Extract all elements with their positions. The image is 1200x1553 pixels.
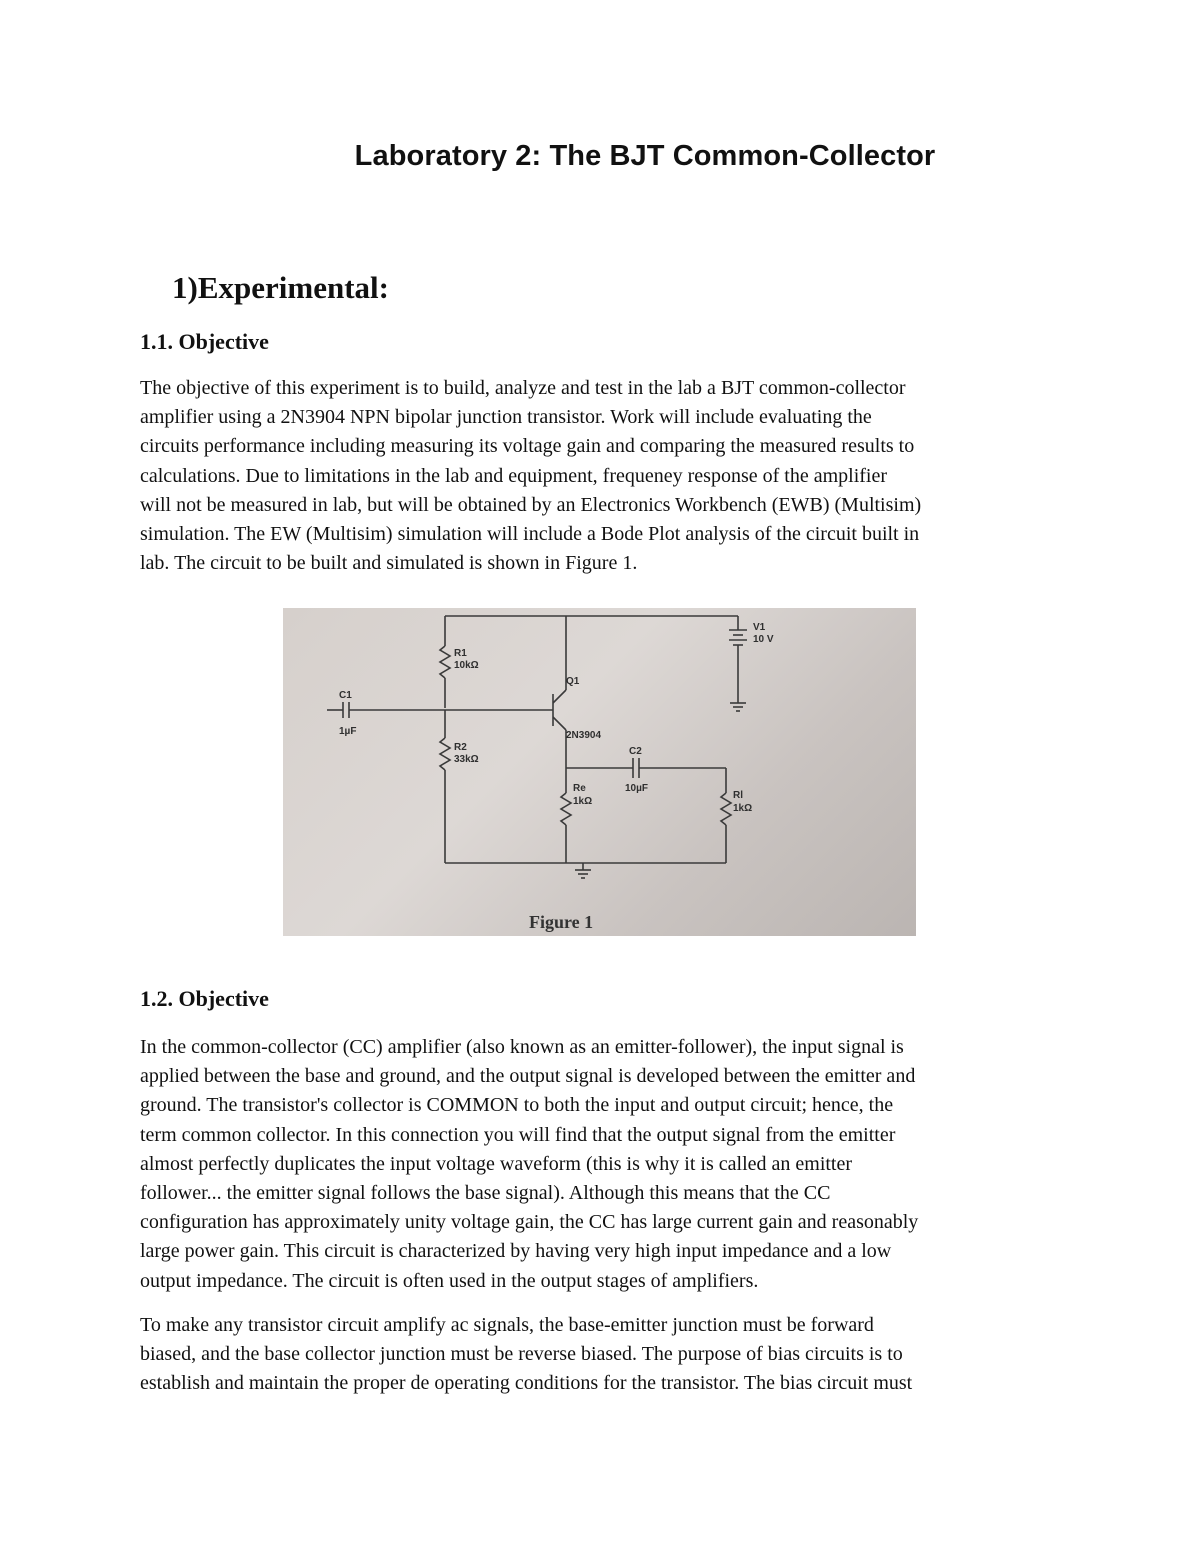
re-label: Re bbox=[573, 783, 586, 794]
text-line: term common collector. In this connection you will find that the output signal from the emitter bbox=[140, 1123, 896, 1146]
section-heading: 1)Experimental: bbox=[172, 270, 389, 305]
text-line: calculations. Due to limitations in the lab and equipment, frequeney response of the amplifier bbox=[140, 464, 888, 487]
bias-paragraph bbox=[140, 1311, 1080, 1399]
resistor-re-icon bbox=[561, 793, 571, 825]
text-line: lab. The circuit to be built and simulated is shown in Figure 1. bbox=[140, 552, 638, 575]
text-line: configuration has approximately unity voltage gain, the CC has large current gain and reasonably bbox=[140, 1211, 919, 1234]
rl-value: 1kΩ bbox=[733, 803, 753, 814]
c2-value: 10µF bbox=[625, 783, 648, 794]
v1-value: 10 V bbox=[753, 634, 774, 645]
cc-amplifier-paragraph bbox=[140, 1033, 1080, 1296]
text-line: amplifier using a 2N3904 NPN bipolar junction transistor. Work will include evaluating the bbox=[140, 406, 872, 429]
text-line: simulation. The EW (Multisim) simulation will include a Bode Plot analysis of the circuit built in bbox=[140, 523, 920, 546]
text-line: ground. The transistor's collector is COMMON to both the input and output circuit; hence, the bbox=[140, 1094, 894, 1117]
r1-value: 10kΩ bbox=[454, 660, 479, 671]
text-line: large power gain. This circuit is characterized by having very high input impedance and a low bbox=[140, 1240, 892, 1263]
c1-value: 1µF bbox=[339, 726, 357, 737]
text-line: follower... the emitter signal follows the base signal). Although this means that the CC bbox=[140, 1182, 831, 1205]
q1-part: 2N3904 bbox=[566, 730, 602, 741]
text-line: output impedance. The circuit is often used in the output stages of amplifiers. bbox=[140, 1269, 759, 1292]
text-line: In the common-collector (CC) amplifier (also known as an emitter-follower), the input signal is bbox=[140, 1036, 904, 1058]
text-line: circuits performance including measuring its voltage gain and comparing the measured results to bbox=[140, 435, 915, 458]
subsection-heading-1-1: 1.1. Objective bbox=[140, 329, 269, 354]
v1-label: V1 bbox=[753, 622, 766, 633]
text-line: applied between the base and ground, and the output signal is developed between the emitter and bbox=[140, 1065, 916, 1088]
text-line: biased, and the base collector junction must be reverse biased. The purpose of bias circuits is to bbox=[140, 1343, 903, 1366]
objective-paragraph bbox=[140, 374, 1080, 578]
page-title: Laboratory 2: The BJT Common-Collector bbox=[354, 140, 936, 172]
r1-label: R1 bbox=[454, 648, 467, 659]
q1-label: Q1 bbox=[566, 676, 580, 687]
c1-label: C1 bbox=[339, 690, 352, 701]
r2-value: 33kΩ bbox=[454, 754, 479, 765]
circuit-figure bbox=[283, 608, 916, 936]
text-line: will not be measured in lab, but will be obtained by an Electronics Workbench (EWB) (Multisim) bbox=[140, 493, 922, 516]
text-line: almost perfectly duplicates the input voltage waveform (this is why it is called an emitter bbox=[140, 1152, 853, 1175]
resistor-r1-icon bbox=[440, 646, 450, 678]
r2-label: R2 bbox=[454, 742, 467, 753]
c2-label: C2 bbox=[629, 746, 642, 757]
resistor-r2-icon bbox=[440, 738, 450, 770]
circuit-schematic bbox=[283, 608, 916, 936]
text-line: The objective of this experiment is to build, analyze and test in the lab a BJT common-collector bbox=[140, 377, 906, 399]
text-line: establish and maintain the proper de operating conditions for the transistor. The bias circuit must bbox=[140, 1372, 913, 1395]
text-line: To make any transistor circuit amplify ac signals, the base-emitter junction must be forward bbox=[140, 1314, 874, 1336]
resistor-rl-icon bbox=[721, 793, 731, 825]
figure-caption: Figure 1 bbox=[529, 912, 594, 932]
subsection-heading-1-2: 1.2. Objective bbox=[140, 986, 269, 1011]
re-value: 1kΩ bbox=[573, 796, 593, 807]
rl-label: Rl bbox=[733, 790, 743, 801]
